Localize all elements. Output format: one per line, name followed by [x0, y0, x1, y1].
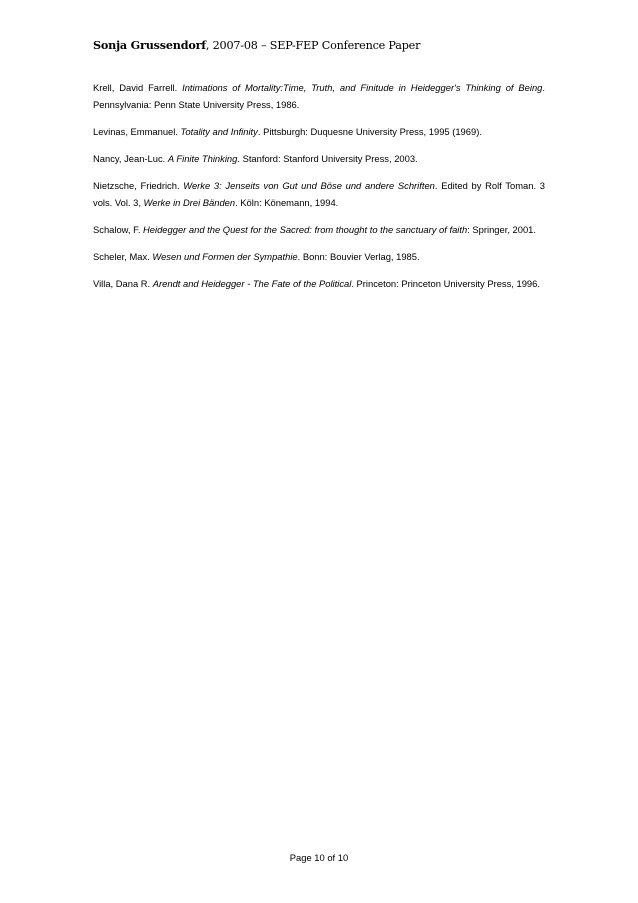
entry-author: Nancy, Jean-Luc. — [93, 153, 168, 164]
bibliography-entry-levinas — [93, 123, 545, 140]
entry-publisher: . Köln: Könemann, 1994. — [235, 197, 339, 208]
entry-title: A Finite Thinking — [167, 153, 238, 164]
entry-author: Nietzsche, Friedrich. — [93, 180, 184, 191]
bibliography-entry-nancy — [93, 150, 545, 167]
entry-author: Scheler, Max. — [93, 251, 153, 262]
bibliography-list — [93, 79, 545, 302]
entry-title: Wesen und Formen der Sympathie — [152, 251, 298, 262]
entry-title: Intimations of Mortality:Time, Truth, and Finitude in Heidegger's Thinking of Being — [182, 82, 543, 93]
header-conference: , 2007-08 – SEP-FEP Conference Paper — [205, 39, 421, 52]
entry-author: Levinas, Emmanuel. — [93, 126, 181, 137]
entry-publication: . Pennsylvania: Penn State University Press, 1986. — [93, 82, 545, 110]
entry-publication: . Edited by Rolf Toman. 3 vols. Vol. 3, — [93, 180, 546, 208]
entry-publication: . Stanford: Stanford University Press, 2003. — [237, 153, 418, 164]
entry-title: Arendt and Heidegger - The Fate of the Political — [152, 278, 352, 289]
entry-volume-title: Werke in Drei Bänden — [143, 197, 236, 208]
bibliography-entry-krell — [93, 79, 545, 113]
entry-author: Krell, David Farrell. — [93, 82, 183, 93]
page-number: Page 10 of 10 — [289, 852, 349, 863]
bibliography-entry-villa — [93, 275, 545, 292]
entry-title: Heidegger and the Quest for the Sacred: from thought to the sanctuary of faith — [143, 224, 468, 235]
header-author: Sonja Grussendorf — [93, 38, 206, 52]
entry-publication: . Bonn: Bouvier Verlag, 1985. — [297, 251, 420, 262]
page-header — [93, 38, 420, 52]
entry-title: Werke 3: Jenseits von Gut und Böse und andere Schriften — [183, 180, 435, 191]
entry-title: Totality and Infinity — [180, 126, 258, 137]
entry-publication: . Pittsburgh: Duquesne University Press, 1995 (1969). — [257, 126, 482, 137]
entry-publication: . Princeton: Princeton University Press, 1996. — [351, 278, 540, 289]
entry-publication: : Springer, 2001. — [467, 224, 536, 235]
entry-author: Villa, Dana R. — [93, 278, 153, 289]
bibliography-entry-schalow — [93, 221, 545, 238]
entry-author: Schalow, F. — [93, 224, 144, 235]
bibliography-entry-nietzsche — [93, 177, 545, 211]
bibliography-entry-scheler — [93, 248, 545, 265]
